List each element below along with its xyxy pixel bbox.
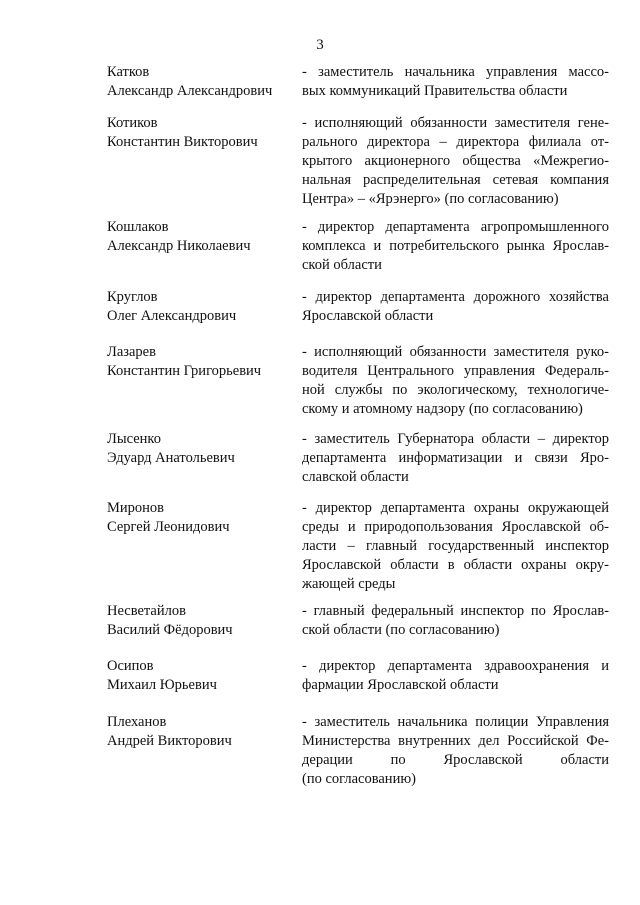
position-line: Ярославской области в области охраны окру- xyxy=(302,557,609,573)
first-name-patronymic: Константин Викторович xyxy=(107,134,258,150)
member-position xyxy=(302,343,609,419)
surname: Котиков xyxy=(107,115,158,131)
first-name-patronymic: Александр Николаевич xyxy=(107,238,251,254)
position-line: среды и природопользования Ярославской об- xyxy=(302,519,609,535)
surname: Круглов xyxy=(107,289,158,305)
member-position xyxy=(302,499,609,594)
member-position xyxy=(302,63,609,101)
member-position xyxy=(302,602,609,640)
position-line: дерации по Ярославской области xyxy=(302,752,609,768)
first-name-patronymic: Василий Фёдорович xyxy=(107,622,233,638)
position-line: жающей среды xyxy=(302,576,396,592)
position-line: водителя Центрального управления Федераль- xyxy=(302,363,609,379)
position-line: - заместитель начальника управления массо- xyxy=(302,64,609,80)
member-position xyxy=(302,713,609,789)
position-line: ской области xyxy=(302,257,382,273)
position-line: славской области xyxy=(302,469,409,485)
first-name-patronymic: Андрей Викторович xyxy=(107,733,232,749)
member-position xyxy=(302,288,609,326)
surname: Плеханов xyxy=(107,714,167,730)
position-line: - исполняющий обязанности заместителя руко- xyxy=(302,344,609,360)
first-name-patronymic: Сергей Леонидович xyxy=(107,519,230,535)
position-line: Министерства внутренних дел Российской Фе- xyxy=(302,733,609,749)
member-name xyxy=(107,430,292,468)
position-line: - директор департамента здравоохранения и xyxy=(302,658,609,674)
member-name xyxy=(107,713,292,751)
surname: Катков xyxy=(107,64,150,80)
position-line: рального директора – директора филиала от- xyxy=(302,134,609,150)
member-name xyxy=(107,114,292,152)
member-name xyxy=(107,602,292,640)
position-line: - главный федеральный инспектор по Ярослав- xyxy=(302,603,609,619)
surname: Лысенко xyxy=(107,431,161,447)
member-position xyxy=(302,218,609,275)
first-name-patronymic: Эдуард Анатольевич xyxy=(107,450,235,466)
position-line: Ярославской области xyxy=(302,308,434,324)
position-line: - заместитель начальника полиции Управления xyxy=(302,714,609,730)
position-line: департамента информатизации и связи Яро- xyxy=(302,450,609,466)
first-name-patronymic: Константин Григорьевич xyxy=(107,363,262,379)
position-line: ской области (по согласованию) xyxy=(302,622,500,638)
page-number: 3 xyxy=(316,37,324,53)
position-line: - директор департамента агропромышленного xyxy=(302,219,609,235)
position-line: комплекса и потребительского рынка Ярослав- xyxy=(302,238,609,254)
position-line: (по согласованию) xyxy=(302,771,416,787)
surname: Несветайлов xyxy=(107,603,186,619)
member-position xyxy=(302,657,609,695)
first-name-patronymic: Олег Александрович xyxy=(107,308,237,324)
member-name xyxy=(107,63,292,101)
position-line: скому и атомному надзору (по согласованию) xyxy=(302,401,583,417)
surname: Осипов xyxy=(107,658,154,674)
position-line: - заместитель Губернатора области – директор xyxy=(302,431,609,447)
surname: Миронов xyxy=(107,500,165,516)
surname: Кошлаков xyxy=(107,219,169,235)
position-line: ласти – главный государственный инспектор xyxy=(302,538,609,554)
position-line: ной службы по экологическому, технологиче- xyxy=(302,382,609,398)
first-name-patronymic: Александр Александрович xyxy=(107,83,273,99)
position-line: Центра» – «Ярэнерго» (по согласованию) xyxy=(302,191,559,207)
surname: Лазарев xyxy=(107,344,156,360)
member-name xyxy=(107,499,292,537)
position-line: нальная распределительная сетевая компания xyxy=(302,172,609,188)
position-line: - исполняющий обязанности заместителя гене- xyxy=(302,115,609,131)
member-position xyxy=(302,114,609,209)
member-name xyxy=(107,343,292,381)
member-name xyxy=(107,657,292,695)
position-line: - директор департамента дорожного хозяйства xyxy=(302,289,609,305)
member-position xyxy=(302,430,609,487)
member-name xyxy=(107,288,292,326)
member-name xyxy=(107,218,292,256)
position-line: фармации Ярославской области xyxy=(302,677,499,693)
position-line: вых коммуникаций Правительства области xyxy=(302,83,568,99)
position-line: крытого акционерного общества «Межрегио- xyxy=(302,153,609,169)
position-line: - директор департамента охраны окружающей xyxy=(302,500,609,516)
first-name-patronymic: Михаил Юрьевич xyxy=(107,677,217,693)
